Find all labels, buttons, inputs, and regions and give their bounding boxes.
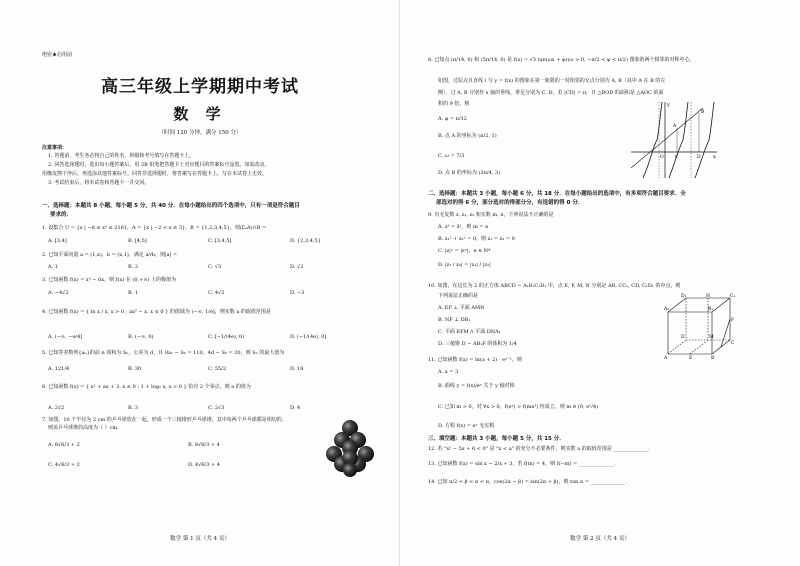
q8-option-d: D. 点 B 的坐标为 (3π/4, 3) bbox=[438, 170, 501, 176]
tan-branch-3 bbox=[695, 102, 714, 178]
origin-label: O bbox=[660, 155, 664, 160]
cube-figure bbox=[664, 292, 736, 360]
ping-pong-ball-pile-figure bbox=[322, 418, 378, 478]
question-7: 7. 如图，10 个半径为 2 cm 的乒乓球放在一起，形成一个三棱锥形乒乓球堆，其中每两个乒乓球都是相切的， bbox=[42, 417, 287, 423]
q7-option-a: A. 8√6/3 + 2 bbox=[48, 442, 80, 448]
q11-option-c: C. 已知 m > 0，对 ∀x > 0，f(eˣ) > f(mx²) 恒成立，则 m ∈ (0, e²/4) bbox=[438, 404, 599, 410]
cube-label-a1: A₁ bbox=[664, 307, 670, 312]
cube-label-b1: B₁ bbox=[708, 307, 714, 312]
q11-option-b: B. 曲线 y = f(x)/eˣ 关于 y 轴对称 bbox=[438, 383, 515, 389]
q9-option-a: A. z² = z̄²，则 m = n bbox=[438, 224, 489, 230]
notes-title: 注意事项： bbox=[42, 145, 68, 151]
question-8-line-3: 侧），过 A, B 分别作 x 轴的垂线，垂足分别为 C, D，若 |CD| = π，且 △BOD 的面积是 △AOC 的面 bbox=[438, 90, 664, 96]
note-2-cont: 用橡皮擦干净后，再选涂其他答案标号。回答非选择题时，将答案写在答题卡上，写在本试卷上无效。 bbox=[42, 171, 268, 177]
page-2-footer: 数学 第 2 页（共 4 页） bbox=[570, 536, 630, 542]
q1-option-c: C. [3,4,5] bbox=[208, 238, 232, 244]
line-l bbox=[631, 108, 703, 168]
point-b-label: B bbox=[701, 110, 705, 115]
q4-option-d: D. (−1/(4e), 0] bbox=[290, 334, 327, 340]
tan-branch-2 bbox=[669, 102, 688, 178]
section-3-heading: 三、填空题：本题共 3 小题，每小题 5 分，共 15 分． bbox=[428, 436, 565, 442]
point-a-label: A bbox=[673, 124, 677, 129]
exam-title: 高三年级上学期期中考试 bbox=[101, 77, 299, 97]
q10-option-b: B. NF ⊥ DB₁ bbox=[438, 317, 471, 323]
tan-branch-1 bbox=[643, 102, 662, 178]
cube-label-e: E bbox=[689, 356, 693, 360]
q2-option-d: D. √2 bbox=[290, 264, 304, 270]
question-4: 4. 已知函数 f(x) = { ln x / x, x > 0 ; ax² − x, x ≤ 0 } 的值域为 (−∞, 1/e]，则实数 a 的取值范围是 bbox=[42, 309, 271, 315]
question-11: 11. 已知函数 f(x) = ln(a + 2) · eˣ⁻¹，则 bbox=[428, 357, 522, 363]
cube-label-m: M bbox=[709, 335, 714, 340]
question-8-line-4: 积的 9 倍，则 bbox=[438, 101, 470, 107]
note-3: 3. 考试结束后，将本试卷和答题卡一并交回。 bbox=[48, 180, 150, 186]
q3-option-c: C. 4√2 bbox=[208, 290, 225, 296]
q3-option-b: B. 1 bbox=[128, 290, 139, 296]
note-2: 2. 回答选择题时，选出每小题答案后，用 2B 铅笔把答题卡上对应题目的答案标号涂黑。如需改动， bbox=[48, 162, 270, 168]
section-1-heading-cont: 要求的． bbox=[50, 212, 73, 218]
section-1-heading: 一、选择题：本题共 8 小题，每小题 5 分，共 40 分．在每小题给出的四个选项中，只有一项是符合题目 bbox=[42, 203, 300, 209]
question-10: 10. 如图，在边长为 2 的正方体 ABCD − A₁B₁C₁D₁ 中，点 E, F, M, N 分别是 AB, CC₁, CD, C₁D₁ 的中点，则 bbox=[428, 283, 681, 289]
confidential-mark: 绝密★启用前 bbox=[42, 52, 73, 58]
question-10-cont: 下列说法正确的是 bbox=[438, 293, 479, 299]
q5-option-d: D. 18 bbox=[290, 366, 304, 372]
time-note: （时间 120 分钟，满分 150 分） bbox=[158, 130, 242, 136]
q8-option-b: B. 点 A 的坐标为 (π/2, 1) bbox=[438, 133, 497, 139]
subject-title: 数 学 bbox=[173, 105, 227, 123]
q6-option-b: B. 3 bbox=[128, 405, 139, 411]
q11-option-a: A. a = 3 bbox=[438, 369, 459, 375]
cube-label-b: B bbox=[711, 356, 715, 360]
point-c-label: C bbox=[675, 155, 679, 160]
cube-label-d: D bbox=[681, 335, 685, 340]
x-label: x bbox=[713, 154, 716, 160]
q7-option-c: C. 4√6/3 + 2 bbox=[48, 462, 80, 468]
q6-option-c: C. 2√3 bbox=[208, 405, 225, 411]
q3-option-d: D. −3 bbox=[290, 290, 305, 296]
page-2 bbox=[400, 0, 800, 566]
q2-option-a: A. 1 bbox=[48, 264, 58, 270]
question-7-cont: 则该乒乓球堆的高度为（ ）cm. bbox=[48, 425, 119, 431]
cube-label-c: C bbox=[731, 341, 735, 346]
question-6: 6. 已知函数 f(x) = { x² + ax + 3, x ≤ 0 ; 1 + log₂ x, x > 0 } 恰有 2 个零点，则 a 的值为 bbox=[42, 384, 251, 390]
cube-label-n: N bbox=[706, 294, 710, 299]
tangent-graph-figure bbox=[629, 100, 719, 180]
q8-option-a: A. φ = π/12 bbox=[438, 116, 467, 122]
q7-option-d: D. 4√6/3 + 4 bbox=[188, 462, 220, 468]
q4-option-c: C. [−1/(4e), 0) bbox=[208, 334, 245, 340]
q5-option-b: B. 30 bbox=[128, 366, 142, 372]
q9-option-b: B. z₁² + z₂² = 0，则 z₁ = z₂ = 0 bbox=[438, 236, 515, 242]
q6-option-d: D. 4 bbox=[290, 405, 301, 411]
q4-option-b: B. (−∞, 0) bbox=[128, 334, 154, 340]
point-d-label: D bbox=[697, 155, 701, 160]
question-8-line-2: 如图，过原点且直线 l 与 y = f(x) 的图象在第一象限的一对相邻的交点分别为 A, B（其中 A 在 B 的左 bbox=[438, 78, 666, 84]
cube-label-c1: C₁ bbox=[730, 294, 736, 299]
question-3: 3. 已知函数 f(x) = x³ − 6x，则 f(x) 在 (0,+∞) 上的极值为 bbox=[42, 277, 177, 283]
page-1-footer: 数学 第 1 页（共 4 页） bbox=[170, 536, 230, 542]
q1-option-d: D. {2,3,4,5} bbox=[290, 238, 321, 244]
question-12: 12. 若 "x² − 5x + 6 < 0" 是 "x < a" 的充分不必要条件，则实数 a 的取值范围是 ______________． bbox=[428, 446, 654, 452]
q4-option-a: A. (−∞, −e/4] bbox=[48, 334, 83, 340]
q2-option-b: B. 2 bbox=[128, 264, 139, 270]
y-label: y bbox=[667, 102, 670, 108]
q6-option-a: A. 2√2 bbox=[48, 405, 65, 411]
q8-option-c: C. ω = 7/3 bbox=[438, 153, 465, 159]
cube-label-a: A bbox=[664, 356, 668, 360]
q5-option-a: A. 121/4 bbox=[48, 366, 70, 372]
q11-option-d: D. 方程 f(x) = eˣ 无实根 bbox=[438, 423, 495, 429]
q1-option-a: A. [3,4] bbox=[48, 238, 67, 244]
note-1: 1. 答题前，考生务必将自己的姓名、班级和考号填写在答题卡上。 bbox=[48, 153, 195, 159]
question-13: 13. 已知函数 f(x) = sin x − 2/x + 3，若 f(m) = 4，则 f(−m) = ______________． bbox=[428, 461, 619, 467]
cube-label-d1: D₁ bbox=[681, 294, 687, 299]
question-9: 9. 有无复数 z, z₁, z₂ 和实数 m, n，下列说法不正确的是 bbox=[428, 212, 554, 218]
q1-option-b: B. [4,5] bbox=[128, 238, 147, 244]
q10-option-c: C. 平面 EFM // 平面 DNA₁ bbox=[438, 329, 501, 335]
q2-option-c: C. √3 bbox=[208, 264, 222, 270]
q9-option-d: D. |z₁ / z₂| = |z₁| / |z₂| bbox=[438, 262, 491, 268]
cube-label-f: F bbox=[731, 318, 735, 323]
q7-option-b: B. 8√6/3 + 4 bbox=[188, 442, 220, 448]
question-5: 5. 已知等差数列{aₙ}的前 n 项和为 Sₙ，公差为 d，且 8a₁ − S₆ = 110，4d − S₃ = 20，则 Sₙ 的最大值为 bbox=[42, 350, 285, 356]
q10-option-d: D. 三棱锥 D − AB₁F 的体积为 1/4 bbox=[438, 341, 517, 347]
q9-option-c: C. |z|ⁿ = |zⁿ|，n ∈ N* bbox=[438, 248, 491, 254]
q3-option-a: A. −4√2 bbox=[48, 290, 69, 296]
question-8: 8. 已知点 (π/14, 0) 和 (5π/14, 0) 是 f(x) = √3 tan(ωx + φ)(ω > 0, −π/2 < φ < π/2) 图象的两个相邻的对称中心， bbox=[428, 57, 695, 63]
question-1: 1. 设集合 U = {x | −8 ≤ x³ ≤ 216}，A = {x | −2 < x ≤ 3}，B = {1,2,3,4,5}，则(∁ᵤA)∩B = bbox=[42, 225, 267, 231]
question-2: 2. 已知平面向量 a = (1,x)，b = (x,1)，满足 a//b，则|a| = bbox=[42, 252, 178, 258]
q10-option-a: A. EF ⊥ 平面 AMN bbox=[438, 305, 485, 311]
section-2-heading-cont: 部选对的得 6 分，部分选对的得部分分，有选错的得 0 分． bbox=[436, 200, 584, 206]
q5-option-c: C. 55/2 bbox=[208, 366, 227, 372]
section-2-heading: 二、选择题：本题共 3 小题，每小题 6 分，共 18 分．在每小题给出的选项中，有多项符合题目要求．全 bbox=[428, 191, 686, 197]
question-14: 14. 已知 π/2 < β < α < π，cos(2α − β) = sin(2α + β)，则 tan α = ______________． bbox=[428, 479, 631, 485]
